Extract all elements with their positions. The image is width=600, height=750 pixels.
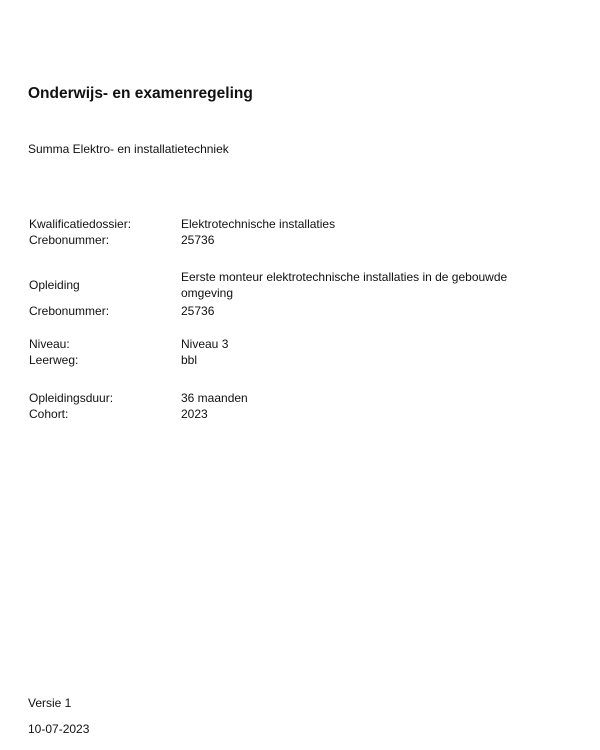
leerweg-row [29, 352, 569, 368]
opleiding-crebonummer-label: Crebonummer: [29, 304, 110, 318]
kwalificatiedossier-value: Elektrotechnische installaties [181, 217, 336, 231]
cohort-value: 2023 [181, 407, 208, 421]
document-subtitle: Summa Elektro- en installatietechniek [28, 142, 229, 156]
opleidingsduur-row [29, 390, 569, 406]
kwalificatie-crebonummer-row [29, 232, 569, 248]
duur-block [29, 390, 569, 422]
kwalificatie-crebonummer-label: Crebonummer: [29, 233, 110, 247]
version-text: Versie 1 [28, 696, 72, 710]
opleidingsduur-value: 36 maanden [181, 391, 248, 405]
document-title: Onderwijs- en examenregeling [28, 85, 253, 102]
opleidingsduur-label: Opleidingsduur: [29, 391, 114, 405]
leerweg-value: bbl [181, 353, 198, 367]
opleiding-crebonummer-value: 25736 [181, 304, 215, 318]
opleiding-label: Opleiding [29, 278, 80, 292]
kwalificatie-crebonummer-value: 25736 [181, 233, 215, 247]
niveau-value: Niveau 3 [181, 337, 229, 351]
opleiding-crebonummer-row [29, 303, 569, 319]
kwalificatie-block [29, 216, 569, 248]
cohort-label: Cohort: [29, 407, 69, 421]
kwalificatiedossier-row [29, 216, 569, 232]
niveau-label: Niveau: [29, 337, 70, 351]
niveau-row [29, 336, 569, 352]
niveau-block [29, 336, 569, 368]
opleiding-value: Eerste monteur elektrotechnische installaties in de gebouwde omgeving [181, 270, 508, 300]
kwalificatiedossier-label: Kwalificatiedossier: [29, 217, 132, 231]
cohort-row [29, 406, 569, 422]
opleiding-block [29, 269, 569, 319]
date-text: 10-07-2023 [28, 722, 90, 736]
opleiding-row [29, 269, 569, 301]
leerweg-label: Leerweg: [29, 353, 79, 367]
